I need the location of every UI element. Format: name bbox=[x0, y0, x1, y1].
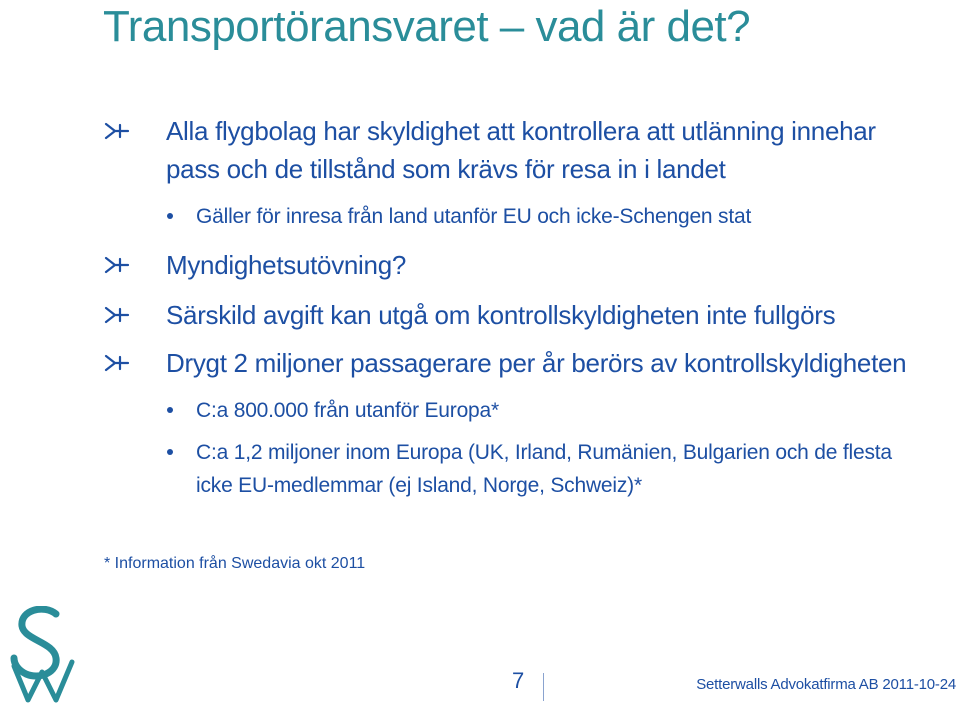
airplane-icon bbox=[104, 304, 130, 326]
bullet-text: Myndighetsutövning? bbox=[166, 250, 407, 280]
airplane-icon bbox=[104, 120, 130, 142]
airplane-icon bbox=[104, 352, 130, 374]
bullet-text: C:a 800.000 från utanför Europa* bbox=[196, 399, 499, 422]
page-number: 7 bbox=[512, 668, 525, 693]
bullet-item bbox=[166, 296, 835, 334]
bullet-item bbox=[166, 246, 406, 284]
dot-bullet-icon bbox=[167, 213, 173, 219]
bullet-text: Drygt 2 miljoner passagerare per år berörs av kontrollskyldigheten bbox=[166, 348, 907, 378]
sub-bullet-item bbox=[196, 200, 751, 233]
bullet-text: pass och de tillstånd som krävs för resa in i landet bbox=[166, 154, 726, 184]
dot-bullet-icon bbox=[167, 407, 173, 413]
sub-bullet-item bbox=[196, 394, 499, 427]
footer-divider bbox=[543, 673, 544, 701]
footnote: * Information från Swedavia okt 2011 bbox=[104, 555, 366, 572]
bullet-text: C:a 1,2 miljoner inom Europa (UK, Irland, Rumänien, Bulgarien och de flesta bbox=[196, 441, 892, 464]
bullet-text: Särskild avgift kan utgå om kontrollskyldigheten inte fullgörs bbox=[166, 300, 836, 330]
bullet-text: Alla flygbolag har skyldighet att kontrollera att utlänning innehar bbox=[166, 116, 876, 146]
bullet-text: Gäller för inresa från land utanför EU och icke-Schengen stat bbox=[196, 205, 752, 228]
bullet-item bbox=[166, 112, 876, 188]
airplane-icon bbox=[104, 254, 130, 276]
sub-bullet-item bbox=[196, 436, 892, 502]
dot-bullet-icon bbox=[167, 449, 173, 455]
bullet-item bbox=[166, 344, 906, 382]
slide-title: Transportöransvaret – vad är det? bbox=[103, 2, 751, 51]
footer-text: Setterwalls Advokatfirma AB 2011-10-24 bbox=[696, 676, 956, 693]
bullet-text: icke EU-medlemmar (ej Island, Norge, Schweiz)* bbox=[196, 474, 642, 497]
setterwalls-logo-icon bbox=[6, 606, 80, 704]
